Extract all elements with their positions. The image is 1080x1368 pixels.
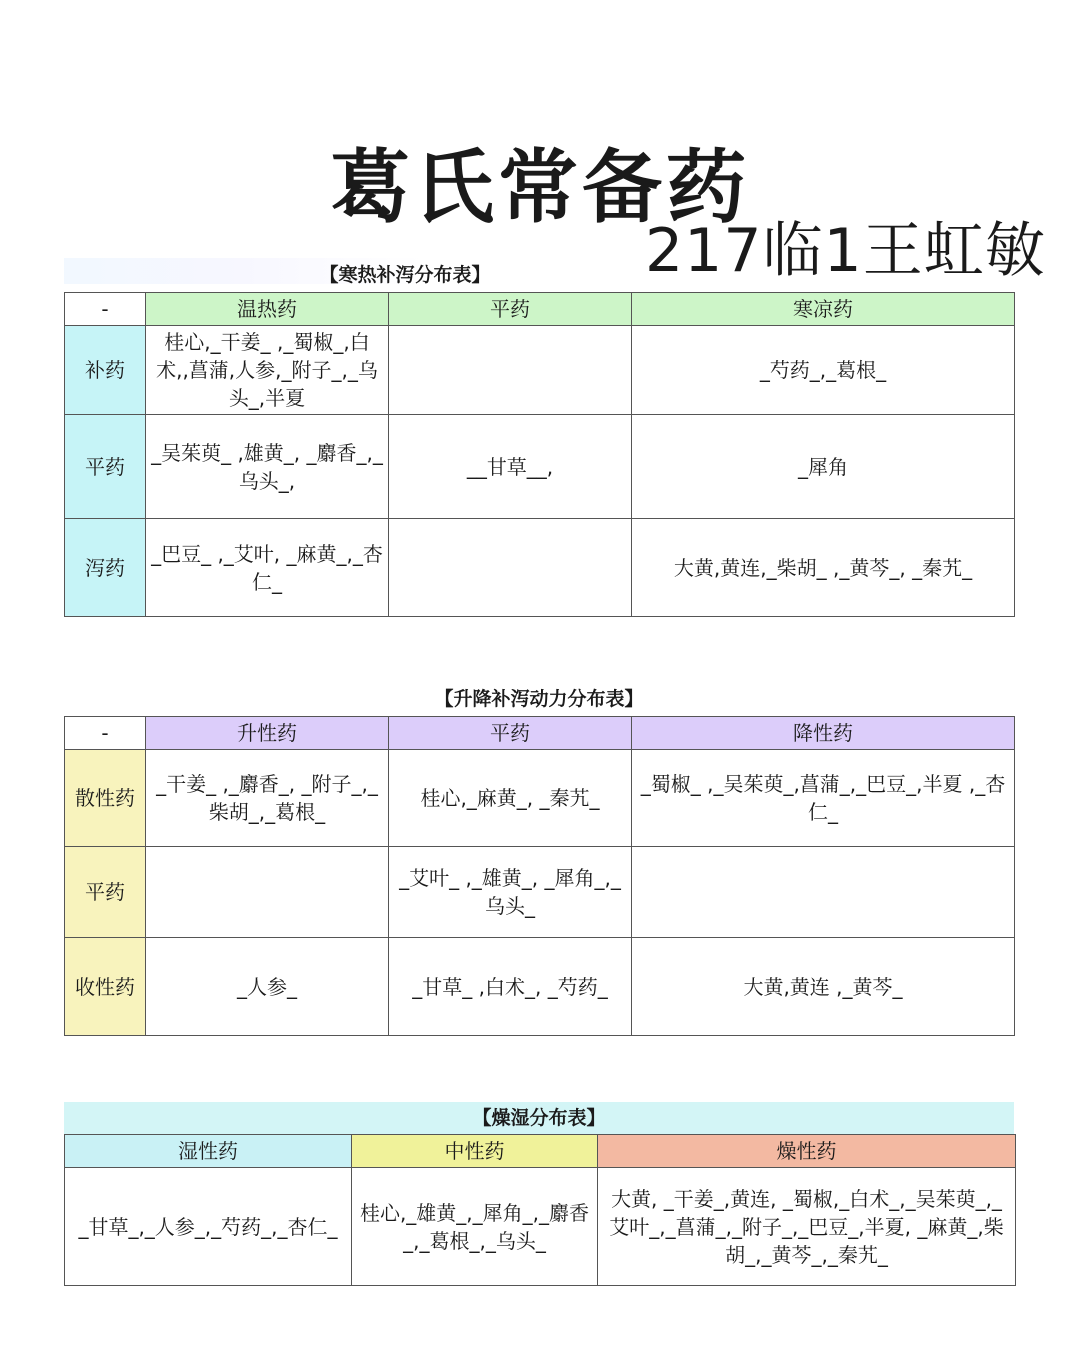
table2-caption: 【升降补泻动力分布表】: [434, 688, 644, 710]
table1-cell: __甘草__,: [389, 415, 632, 519]
table3-header-neutral: 中性药: [352, 1135, 598, 1168]
table1-cell: [389, 519, 632, 617]
page-title: 葛氏常备药: [330, 141, 750, 234]
table3-dry-wet: [64, 1134, 1016, 1286]
table2-cell: _甘草_ ,白术_, _芍药_: [389, 938, 632, 1036]
table2-cell: _干姜_ ,_麝香_, _附子_,_柴胡_,_葛根_: [146, 750, 389, 847]
table1-cell: _巴豆_ ,_艾叶, _麻黄_,_杏仁_: [146, 519, 389, 617]
table2-header-ascending: 升性药: [146, 717, 389, 750]
table2-cell: [146, 847, 389, 938]
table3-cell: 桂心,_雄黄_,_犀角_,_麝香_,_葛根_,_乌头_: [352, 1168, 598, 1286]
author-handwriting: 217临1王虹敏: [645, 216, 1046, 286]
table1-header-cold: 寒凉药: [632, 293, 1015, 326]
table2-header-neutral: 平药: [389, 717, 632, 750]
table2-row-label: 散性药: [65, 750, 146, 847]
table2-cell: _蜀椒_ ,_吴茱萸_,菖蒲_,_巴豆_,半夏 ,_杏仁_: [632, 750, 1015, 847]
table2-cell: [632, 847, 1015, 938]
table2-cell: 桂心,_麻黄_, _秦艽_: [389, 750, 632, 847]
table3-header-wet: 湿性药: [65, 1135, 352, 1168]
table2-row-label: 收性药: [65, 938, 146, 1036]
table1-row-label: 泻药: [65, 519, 146, 617]
table1-corner: -: [65, 293, 146, 326]
table1-cell: [389, 326, 632, 415]
table3-cell: 大黄, _干姜_,黄连, _蜀椒,_白术_,_吴茱萸_,_艾叶_,_菖蒲_,_附子_,_巴豆_,半夏, _麻黄_,柴胡_,_黄芩_,_秦艽_: [598, 1168, 1016, 1286]
table1-cold-hot: [64, 292, 1015, 617]
table1-cell: 桂心,_干姜_ ,_蜀椒_,白术,,菖蒲,人参,_附子_,_乌头_,半夏: [146, 326, 389, 415]
table2-cell: 大黄,黄连 ,_黄芩_: [632, 938, 1015, 1036]
table1-caption: [64, 260, 1014, 290]
table1-header-neutral: 平药: [389, 293, 632, 326]
table2-header-descending: 降性药: [632, 717, 1015, 750]
table3-caption: 【燥湿分布表】: [472, 1107, 606, 1129]
table1-caption-text: 【寒热补泻分布表】: [319, 264, 491, 286]
table1-row-label: 补药: [65, 326, 146, 415]
table1-header-warm: 温热药: [146, 293, 389, 326]
table2-row-label: 平药: [65, 847, 146, 938]
table2-ascend-descend: [64, 716, 1015, 1036]
table1-cell: _吴茱萸_ ,雄黄_, _麝香_,_乌头_,: [146, 415, 389, 519]
table1-cell: _犀角: [632, 415, 1015, 519]
table2-cell: _艾叶_ ,_雄黄_, _犀角_,_乌头_: [389, 847, 632, 938]
table2-corner: -: [65, 717, 146, 750]
table1-row-label: 平药: [65, 415, 146, 519]
table1-cell: _芍药_,_葛根_: [632, 326, 1015, 415]
table3-cell: _甘草_,_人参_,_芍药_,_杏仁_: [65, 1168, 352, 1286]
table2-cell: _人参_: [146, 938, 389, 1036]
table1-cell: 大黄,黄连,_柴胡_ ,_黄芩_, _秦艽_: [632, 519, 1015, 617]
table3-header-dry: 燥性药: [598, 1135, 1016, 1168]
